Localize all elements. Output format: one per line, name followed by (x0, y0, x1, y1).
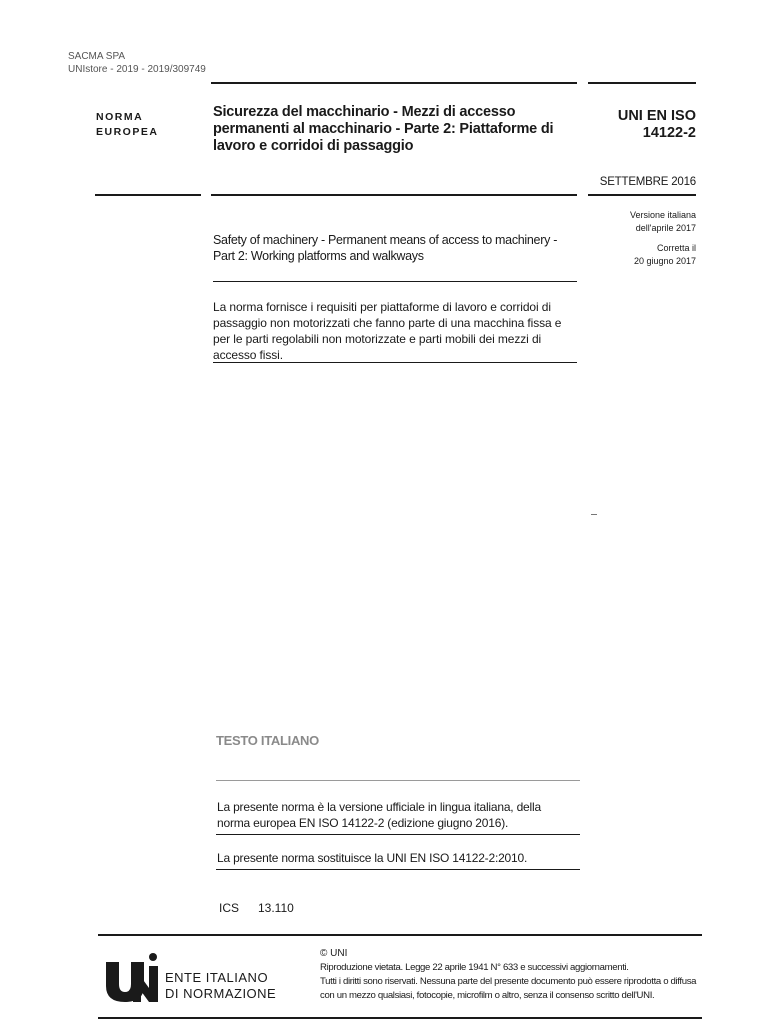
ics-label: ICS (219, 901, 240, 915)
legal-notice: Riproduzione vietata. Legge 22 aprile 1941 N° 633 e successivi aggiornamenti. Tutti i diritti sono riservati. Nessuna parte del presente documento può essere riprodotta o diffusa con un mezzo qualsiasi, fotocopie, microfilm o altro, senza il consenso scritto dell'UNI. (320, 962, 697, 1001)
publication-date: SETTEMBRE 2016 (599, 176, 696, 188)
rule-under-abstract (213, 362, 577, 363)
standard-code: UNI EN ISO 14122-2 (617, 108, 696, 141)
norma-europea-label: NORMA EUROPEA (96, 111, 159, 138)
rule-under-statement-2 (216, 869, 580, 870)
ics-code: 13.110 (258, 901, 294, 915)
copyright-notice: © UNI (320, 948, 348, 959)
title-english: Safety of machinery - Permanent means of access to machinery - Part 2: Working platforms and walkways (213, 233, 558, 263)
organization-name: ENTE ITALIANO DI NORMAZIONE (165, 970, 277, 1001)
rule-left-header (95, 194, 201, 196)
rule-center-header (211, 194, 577, 196)
rule-above-statement (216, 780, 580, 781)
version-note: Versione italiana dell'aprile 2017 (629, 210, 696, 233)
abstract: La norma fornisce i requisiti per piattaforme di lavoro e corridoi di passaggio non motorizzati che fanno parte di una macchina fissa e per le parti regolabili non motorizzate e parti mobili dei mezzi di accesso fissi. (213, 300, 562, 362)
official-version-statement: La presente norma è la versione ufficiale in lingua italiana, della norma europea EN ISO 14122-2 (edizione giugno 2016). (217, 800, 541, 830)
footer-top-rule (98, 934, 702, 936)
source-store: UNIstore - 2019 - 2019/309749 (68, 64, 206, 75)
rule-under-english-title (213, 281, 577, 282)
source-stamp (68, 50, 206, 76)
scan-mark (591, 514, 597, 515)
top-rule-main (211, 82, 577, 84)
replacement-statement: La presente norma sostituisce la UNI EN ISO 14122-2:2010. (217, 851, 528, 865)
correction-note: Corretta il 20 giugno 2017 (633, 243, 696, 266)
testo-italiano-label: TESTO ITALIANO (216, 733, 319, 748)
top-rule-right (588, 82, 696, 84)
title-italian: Sicurezza del macchinario - Mezzi di accesso permanenti al macchinario - Parte 2: Piattaforme di lavoro e corridoi di passaggio (213, 104, 554, 154)
rule-right-header (588, 194, 696, 196)
footer-bottom-rule (98, 1017, 702, 1019)
uni-logo-icon (104, 952, 162, 1004)
source-company: SACMA SPA (68, 51, 126, 62)
rule-under-statement-1 (216, 834, 580, 835)
